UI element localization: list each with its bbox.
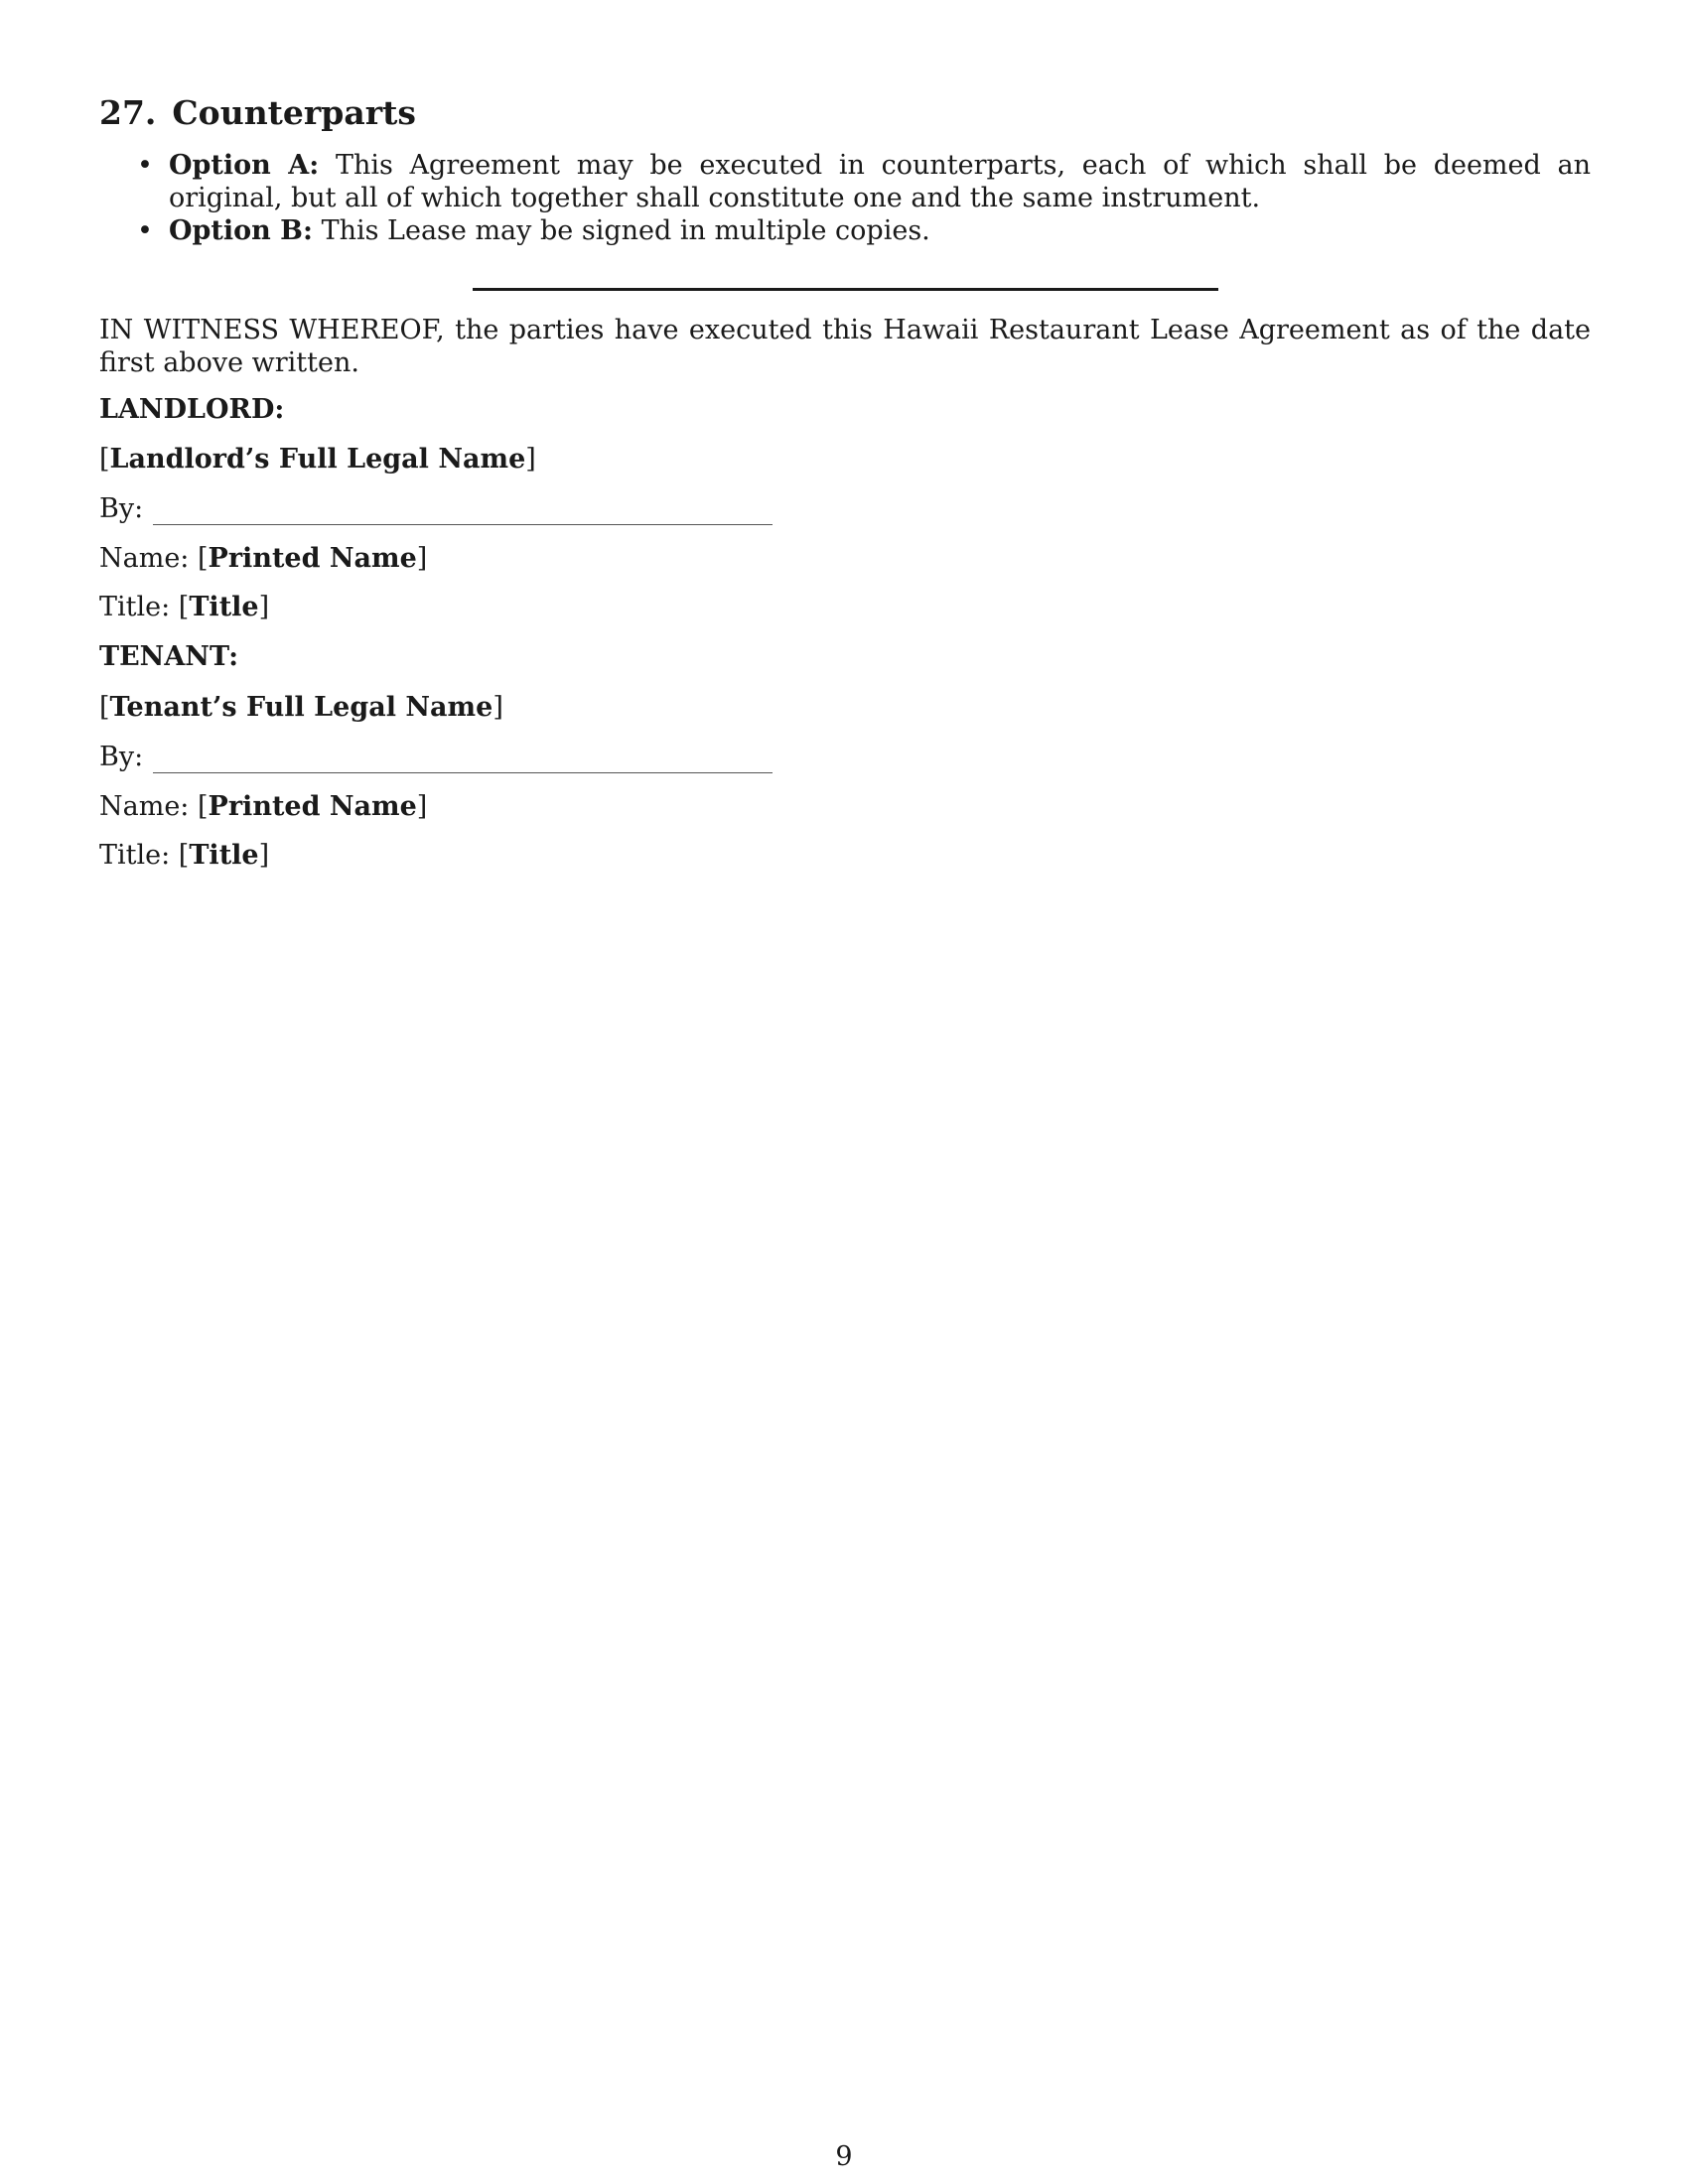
option-b-text: This Lease may be signed in multiple copies. (321, 215, 930, 246)
bullet-icon: • (137, 215, 153, 246)
section-title: Counterparts (172, 93, 416, 132)
tenant-legal-name: [Tenant’s Full Legal Name] (99, 692, 503, 723)
tenant-heading: TENANT: (99, 641, 239, 672)
list-item (99, 149, 1591, 214)
tenant-name-label: Name: (99, 791, 190, 822)
option-b-label: Option B: (169, 215, 313, 246)
section-heading (99, 91, 416, 135)
page-number: 9 (835, 2141, 853, 2172)
landlord-printed-name: Printed Name (208, 543, 417, 574)
horizontal-divider (473, 288, 1218, 291)
tenant-by-label: By: (99, 742, 144, 772)
option-list (99, 149, 1591, 247)
witness-statement: IN WITNESS WHEREOF, the parties have executed this Hawaii Restaurant Lease Agreement as of the date first above written. (99, 315, 1591, 378)
landlord-heading: LANDLORD: (99, 394, 285, 425)
landlord-name-row: Name: [Printed Name] (99, 543, 428, 574)
landlord-legal-name: [Landlord’s Full Legal Name] (99, 444, 536, 475)
section-number: 27. (99, 93, 157, 132)
landlord-name-label: Name: (99, 543, 190, 574)
landlord-title-row: Title: [Title] (99, 592, 270, 622)
bullet-icon: • (137, 150, 153, 181)
landlord-signature-line[interactable] (153, 524, 773, 525)
option-a-label: Option A: (169, 150, 320, 181)
list-item (99, 214, 1591, 247)
landlord-by-label: By: (99, 493, 144, 524)
tenant-printed-name: Printed Name (208, 791, 417, 822)
landlord-title-value: Title (189, 592, 259, 622)
tenant-signature-row (99, 741, 773, 774)
tenant-title-row: Title: [Title] (99, 840, 270, 871)
tenant-signature-line[interactable] (153, 772, 773, 773)
tenant-title-value: Title (189, 840, 259, 871)
tenant-title-label: Title: (99, 840, 171, 871)
tenant-name-row: Name: [Printed Name] (99, 791, 428, 822)
option-a-text: This Agreement may be executed in counterparts, each of which shall be deemed an original, but all of which together shall constitute one and the same instrument. (169, 150, 1591, 213)
landlord-signature-row (99, 492, 773, 526)
landlord-legal-name-placeholder: Landlord’s Full Legal Name (109, 444, 526, 475)
landlord-title-label: Title: (99, 592, 171, 622)
tenant-legal-name-placeholder: Tenant’s Full Legal Name (109, 692, 493, 723)
